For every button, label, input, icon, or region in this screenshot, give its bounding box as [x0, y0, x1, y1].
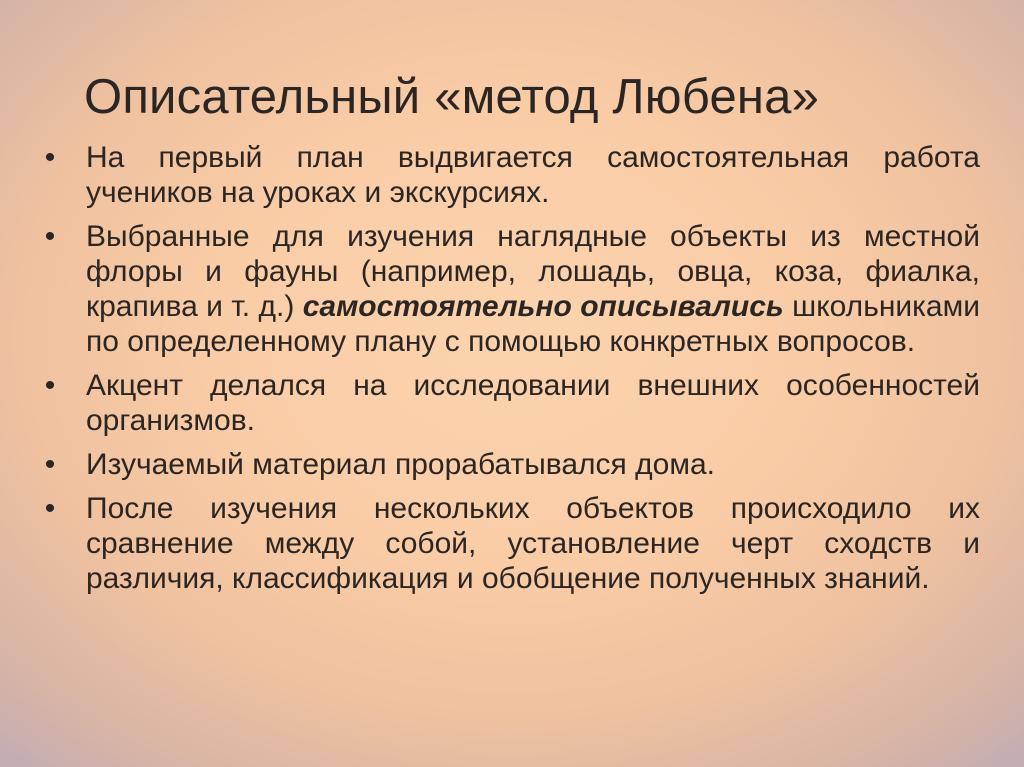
list-item-text: Изучаемый материал прорабатывался дома.	[86, 448, 715, 481]
list-item	[40, 368, 980, 438]
list-item	[40, 447, 980, 482]
list-item	[40, 219, 980, 359]
list-item-text: школьниками по определенному плану с помощью конкретных вопросов.	[86, 290, 980, 358]
list-item-text: Акцент делался на исследовании внешних особенностей организмов.	[86, 369, 980, 437]
bullet-icon: •	[44, 369, 56, 402]
bullet-icon: •	[44, 448, 56, 481]
list-item-text: После изучения нескольких объектов происходило их сравнение между собой, установление черт сходств и различия, классификация и обобщение полученных знаний.	[86, 492, 980, 595]
bullet-icon: •	[44, 492, 56, 525]
list-item	[40, 140, 980, 210]
slide-title: Описательный «метод Любена»	[84, 70, 820, 124]
list-item	[40, 491, 980, 596]
bullet-icon: •	[44, 220, 56, 253]
bullet-list	[40, 140, 980, 605]
bullet-icon: •	[44, 141, 56, 174]
list-item-text: На первый план выдвигается самостоятельная работа учеников на уроках и экскурсиях.	[86, 141, 980, 209]
emphasized-text: самостоятельно описывались	[302, 290, 784, 323]
list-item-text: Выбранные для изучения наглядные объекты из местной флоры и фауны (например, лошадь, овца, коза, фиалка, крапива и т. д.)	[86, 220, 980, 323]
